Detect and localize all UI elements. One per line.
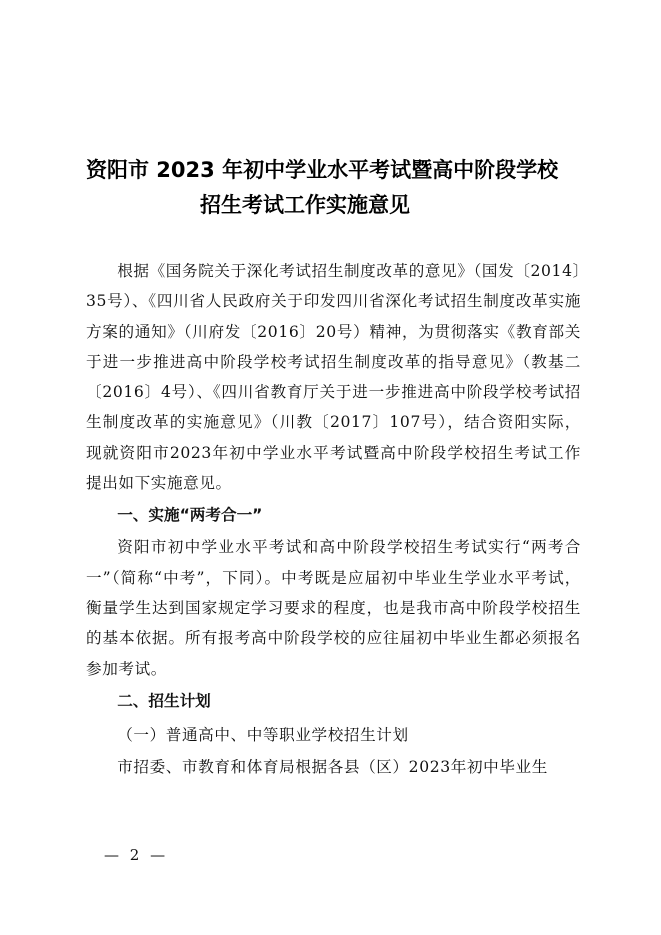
- page-number: — 2 —: [104, 846, 169, 864]
- document-title-line-2: 招生考试工作实施意见: [200, 193, 410, 217]
- section-2-paragraph: 市招委、市教育和体育局根据各县（区）2023年初中毕业生: [117, 757, 548, 776]
- section-1-paragraph: 资阳市初中学业水平考试和高中阶段学校招生考试实行“两考合一”（简称“中考”，下同）。中考既是应届初中毕业生学业水平考试，衡量学生达到国家规定学习要求的程度，也是我市高中阶段学校招生的基本依据。所有报考高中阶段学校的应往届初中毕业生都必须报名参加考试。: [86, 538, 581, 678]
- section-2-heading: 二、招生计划: [117, 691, 211, 710]
- section-2-subheading: （一）普通高中、中等职业学校招生计划: [117, 725, 409, 744]
- intro-paragraph: 根据《国务院关于深化考试招生制度改革的意见》（国发〔2014〕35号）、《四川省人民政府关于印发四川省深化考试招生制度改革实施方案的通知》（川府发〔2016〕20号）精神，为贯彻落实《教育部关于进一步推进高中阶段学校考试招生制度改革的指导意见》（教基二〔2016〕4号）、《四川省教育厅关于进一步推进高中阶段学校考试招生制度改革的实施意见》（川教〔2017〕107号），结合资阳实际，现就资阳市2023年初中学业水平考试暨高中阶段学校招生考试工作提出如下实施意见。: [86, 262, 581, 493]
- section-1-heading: 一、实施“两考合一”: [117, 506, 263, 525]
- document-title-line-1: 资阳市 2023 年初中学业水平考试暨高中阶段学校: [86, 158, 559, 182]
- document-body: [86, 256, 581, 782]
